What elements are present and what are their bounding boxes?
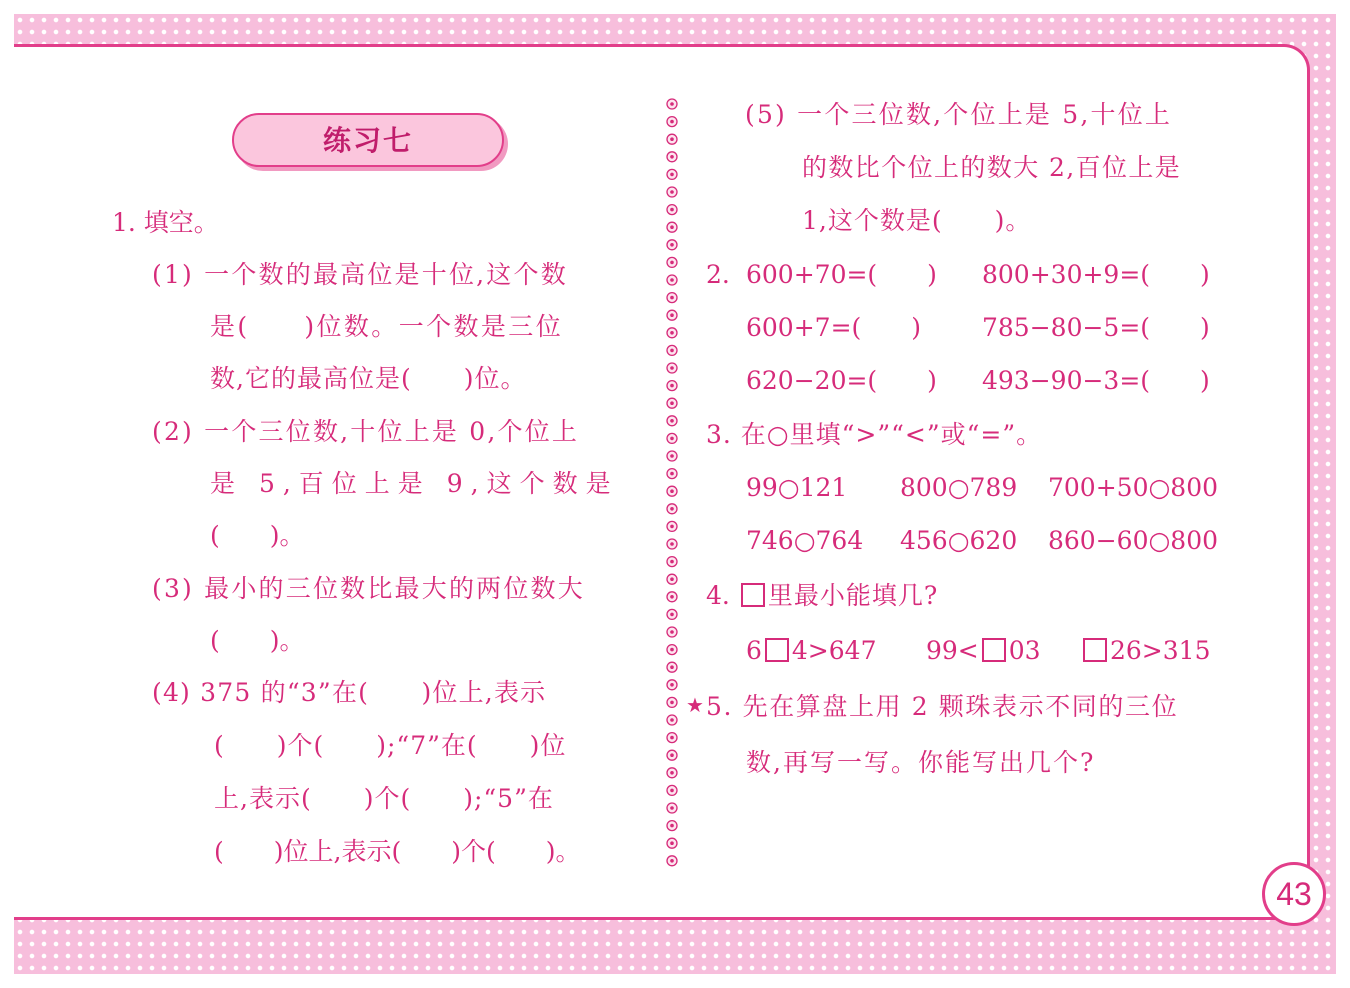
- q4-a2: 4>647: [791, 636, 877, 665]
- q4-a1: 6: [746, 636, 762, 665]
- q1-4-line1: (4) 375 的“3”在( )位上,表示: [152, 678, 547, 707]
- q1-1-line3: 数,它的最高位是( )位。: [210, 364, 527, 393]
- q1-2-line3: ( )。: [210, 521, 305, 550]
- q5-line2: 数,再写一写。你能写出几个?: [746, 748, 1096, 777]
- q4-item-a: [746, 636, 876, 666]
- q4-c2: 26>315: [1110, 636, 1211, 665]
- q4-b2: 03: [1008, 636, 1041, 665]
- q3-row1-a: 99○121: [746, 473, 848, 502]
- star-icon: ★: [686, 693, 704, 717]
- answer-box: [741, 583, 765, 607]
- q1-2-line2: 是 5,百位上是 9,这个数是: [210, 469, 619, 498]
- q2-number: 2.: [706, 260, 730, 289]
- dotted-column-divider: [663, 96, 681, 886]
- q3-heading: 3. 在○里填“>”“<”或“=”。: [706, 420, 1043, 449]
- q2-row2-a: 600+7=( ): [746, 313, 922, 342]
- q4-item-b: [926, 636, 1041, 666]
- q1-4-line2: ( )个( );“7”在( )位: [214, 731, 567, 760]
- q3-row2-c: 860−60○800: [1048, 526, 1219, 555]
- q1-4-line4: ( )位上,表示( )个( )。: [214, 837, 581, 866]
- q1-5-line2: 的数比个位上的数大 2,百位上是: [802, 153, 1182, 182]
- q5-line1: 5. 先在算盘上用 2 颗珠表示不同的三位: [706, 692, 1179, 721]
- section-title: 练习七: [322, 124, 413, 157]
- q1-1-line2: 是( )位数。一个数是三位: [210, 312, 564, 341]
- q1-5-line3: 1,这个数是( )。: [802, 206, 1032, 235]
- q2-row3-a: 620−20=( ): [746, 366, 937, 395]
- q1-2-line1: (2) 一个三位数,十位上是 0,个位上: [152, 417, 580, 446]
- q1-1-line1: (1) 一个数的最高位是十位,这个数: [152, 260, 568, 289]
- answer-box: [982, 638, 1006, 662]
- q4-heading: [706, 581, 938, 611]
- q3-row1-c: 700+50○800: [1048, 473, 1219, 502]
- q3-row2-b: 456○620: [900, 526, 1018, 555]
- q4-item-c: [1080, 636, 1210, 666]
- q3-row1-b: 800○789: [900, 473, 1018, 502]
- q1-3-line1: (3) 最小的三位数比最大的两位数大: [152, 574, 585, 603]
- q2-row3-b: 493−90−3=( ): [982, 366, 1210, 395]
- section-title-banner: [232, 113, 504, 167]
- q1-3-line2: ( )。: [210, 626, 305, 655]
- q2-row1-a: 600+70=( ): [746, 260, 937, 289]
- q4-b1: 99<: [926, 636, 979, 665]
- q2-row1-b: 800+30+9=( ): [982, 260, 1210, 289]
- q1-4-line3: 上,表示( )个( );“5”在: [214, 784, 554, 813]
- answer-box: [765, 638, 789, 662]
- q1-5-line1: (5) 一个三位数,个位上是 5,十位上: [745, 100, 1173, 129]
- page-number: 43: [1262, 862, 1326, 926]
- q3-row2-a: 746○764: [746, 526, 864, 555]
- q4-text: 里最小能填几?: [767, 581, 939, 610]
- q2-row2-b: 785−80−5=( ): [982, 313, 1210, 342]
- answer-box: [1083, 638, 1107, 662]
- q4-number: 4.: [706, 581, 730, 610]
- q1-heading: 1. 填空。: [112, 208, 219, 237]
